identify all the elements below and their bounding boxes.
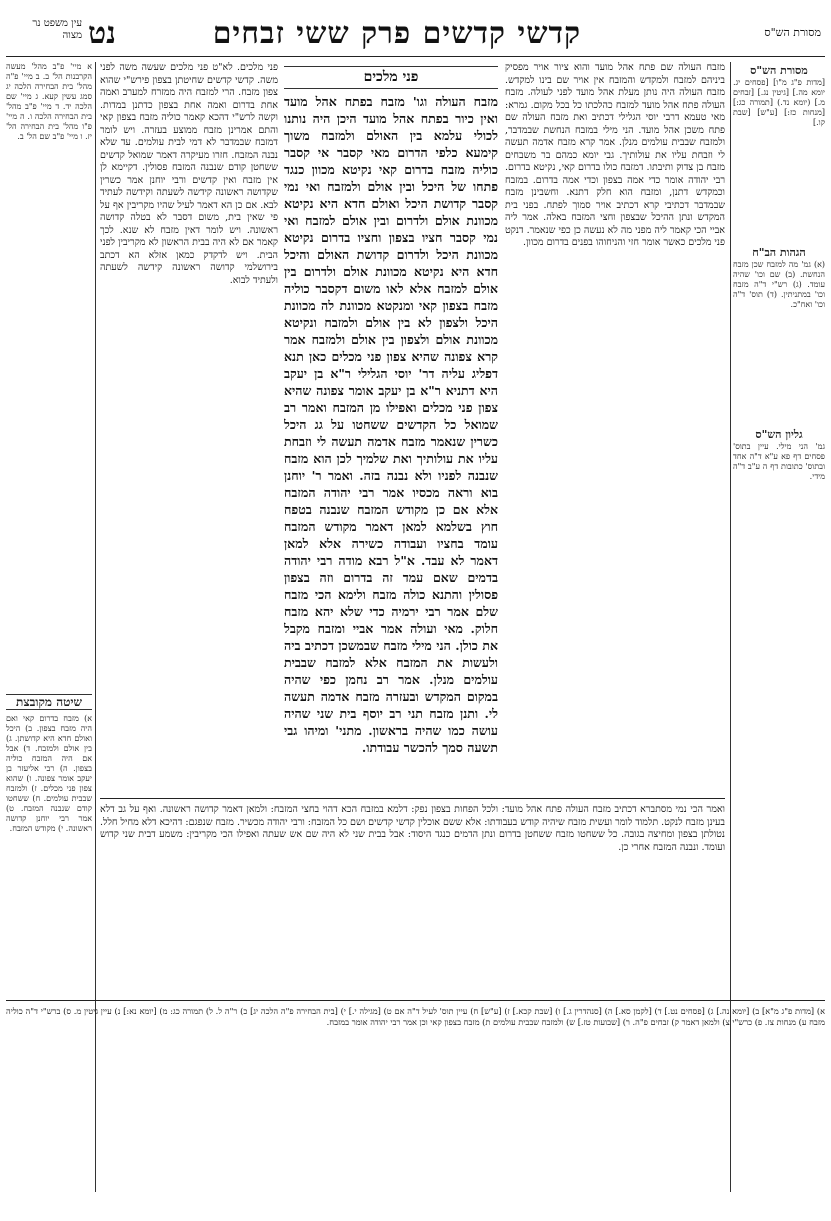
bottom-notes <box>6 1006 825 1211</box>
main-text-title: פני מלכים <box>284 66 498 89</box>
main-text-body: מזבח העולה וגו' מזבח בפתח אהל מועד ואין כיור בפתח אהל מועד היכן היה נותנו לכולי עלמא בין האולם ולמזבח משוך קימעא כלפי הדרום מאי קסבר אי קסבר כוליה מזבח בדרום קאי נקיטא מכוון כנגד פתחו של היכל ובין אולם ולמזבח ואי נמי קסבר קדושת היכל ואולם חדא היא נקיטא מכוונת אולם ולדרום ובין אולם למזבח ואי נמי קסבר חציו בצפון וחציו בדרום נקיטא מכוונת היכל ולדרום קדושת האולם והיכל חדא היא נקיטא מכוונת אולם ולדרום בין אולם למזבח אלא לאו משום דקסבר כוליה מזבח בצפון קאי ומנקטא מכוונת לה מכוונת היכל ולצפון לא בין אולם ולמזבח ונקיטא מכוונת אולם ולצפון בין אולם ולמזבח אמר קרא צפונה שהיא צפון פני מכלים כאן תנא דפליג עליה דר' יוסי הגלילי ר"א בן יעקב היא דתניא ר"א בן יעקב אומר צפונה שהיא צפון פני מכלים ואפילו מן המזבח ואמר רב שמואל כל הקדשים ששחטו על גג היכל כשרין שנאמר מזבח אדמה תעשה לי וזבחת עליו את עולותיך ואת שלמיך לכן הוא מזבח שנבנה לפניו ולא נבנה בזה. ואמר ר' יוחנן בוא וראה מכסיו אמר רבי יהודה המזבח אלא אם כן מקודש המזבח שנבנה בטפח חוץ בשלמא למאן דאמר מקודש המזבח עומד בחציו ועבודה כשירה אלא למאן דאמר לא עבד. א"ל רבא מודה רבי יהודה בדמים שאם עמד זה בדרום וזה בצפון פסולין והתנא כולה מזבח ולימא הכי מזבח שלם אמר רבי ירמיה כדי שלא יהא מזבח חלוק. מאי ועולה אמר אביי ומזבח מקבל את כולן. הני מילי מזבח שבמשכן דכתיב ביה ולעשות את המזבח אלא למזבח שבבית עולמים מנלן. אמר רב נחמן כפי שהיה במקום המקדש ובעזרה מזבח אדמה תעשה לי. ותנן מזבח תני רב יוסף בית שני שהיה עושה כמו שהיה בראשון. מתני' ומיהו גבי תשעה סמך להכשר עבודתו. <box>284 94 498 755</box>
masoret-hashas-heading: מסורת הש"ס <box>750 64 808 77</box>
commentary-right <box>505 62 725 792</box>
masoret-hashas-notes: [מדות פ"ג מ"ו] [פסחים יג. יומא מה.] [גיטין נג.] [זבחים מ.] (יומא נד.) [תמורה כג:] [מנחות כז:] [ע"ש] [שבת קו.] <box>733 78 825 127</box>
notes-rule <box>6 1000 825 1001</box>
bottom-rule <box>100 798 725 799</box>
main-text <box>284 62 498 792</box>
commentary-left <box>100 62 278 792</box>
right-margin <box>733 62 825 862</box>
header-rule <box>6 56 825 57</box>
ein-mishpat <box>6 62 92 362</box>
page-title: קדשי קדשים פרק ששי זבחים <box>212 16 581 51</box>
bottom-notes-text: א) [מדות פ"ג מ"א] ב) [יומא נה.] ג) [פסחים נט.] ד) [לקמן סא.] ה) [סנהדרין ג.] ו) [שבת קכא.] ז) [ע"ש] ח) עיין תוס' לעיל ד"ה אם ט) [מגילה י.] י) [בית הבחירה פ"ה הלכה יג] כ) ר"ה ל. ל) תמורה כג: מ) [יומא נא:] נ) עיין גיטין מ. ס) ברש"י ד"ה כוליה מזבח ע) מנחות צז. פ) כרש"י צ) ולמאן דאמר ק) זבחים פ"ה. ר) [שבועות טז.] ש) ולמזבח שבבית עולמים ת) מזבח בצפון קאי וכן אמר רבי יהודה אומר במזבח. <box>6 1006 825 1027</box>
masoret-hashas-label: מסורת הש"ס <box>764 26 821 39</box>
gilyon-heading: גליון הש"ס <box>755 428 803 441</box>
ein-mishpat-text: א מיי' פ"ב מהל' מעשה הקרבנות הל' ב. ב מיי' פ"ה מהל' בית הבחירה הלכה יג סמג עשין קעא. ג מיי' שם הלכה יד. ד מיי' פ"ב מהל' בית הבחירה הלכה ו. ה מיי' פ"ו מהל' בית הבחירה הל' יז. ו מיי' פ"ב שם הל' ב. <box>6 62 92 141</box>
shita-text: א) מזבח בדרום קאי ואם היה מזבח בצפון. ב) היכל ואולם חדא היא קדושתן. ג) בין אולם ולמזבח. ד) אבל אם היה המזבח כוליה בצפון. ה) רבי אליעזר בן יעקב אומר צפונה. ו) שהוא צפון פני מכלים. ז) ולמזבח שבבית עולמים. ח) ששחטו קודם שנבנה המזבח. ט) אמר רבי יוחנן קדושה ראשונה. י) מקודש המזבח. <box>6 714 92 833</box>
hagahot-heading: הגהות הב"ח <box>752 246 806 259</box>
hagahot-text: (א) גמ' מה למזבח שכן מזבח הנחשת. (ב) שם וכו' שהיה עומד. (ג) רש"י ד"ה מזבח וכו' במתניתין. (ד) תוס' ד"ה וכו' ואח"כ. <box>733 260 825 309</box>
gilyon-text: גמ' הני מילי. עיין בתוס' פסחים דף פא ע"א ד"ה אחד ובתוס' כתובות דף ה ע"ב ד"ה מידי. <box>733 442 825 481</box>
ein-mishpat-label: עין משפט נר מצוה <box>32 18 82 41</box>
page-number: נט <box>88 16 116 51</box>
commentary-left-text: פני מלכים. לא"ט פני מלכים שעשה משה לפני משה. קדשי קדשים שחיטתן בצפון פירש"י שהוא צפון מזבח. הרי למזבח היה ממזרח למערב ואמה אחת בדרום ואמה אחת בצפון כדתנן במדות. וקשה לרש"י דהכא קאמר כוליה מזבח בצפון קאי והתם אמרינן מזבח ממוצע בעזרה. ויש לומר דמזבח שבמדבר לא דמי לבית עולמים. עד שלא נבנה המזבח. חזרו מעיקרה דאמר שמואל קדשים ששחטן קודם שנבנה המזבח פסולין. דקיימא לן אין מזבח ואין קדשים ורבי יוחנן אמר כשרין שקדושה ראשונה קידשה לשעתה וקידשה לעתיד לבא. אם כן הא דאמר לעיל שהיו מקריבין אף על פי שאין בית, משום דסבר לא בטלה קדושה ראשונה. ויש לומר דאין מזבח לא שנא. לכך קאמר אם לא היה בבית הראשון לא מקריבין לפני הבית. ויש לדקדק כמאן אזלא הא דכתב בירושלמי קדושה ראשונה קידשה לשעתה ולעתיד לבוא. <box>100 62 278 286</box>
page-header <box>0 14 831 54</box>
shita-heading: שיטה מקובצת <box>6 694 92 710</box>
bottom-commentary <box>100 804 725 994</box>
commentary-right-text: מזבח העולה שם פתח אהל מועד והוא ציור אויר מפסיק ביניהם למזבח ולמקדש והמזבח אין אויר שם בינו למקדש. מזבח העולה היה נותן מעלת אהל מועד לפני לעולה. מזבח העולה פתח אהל מועד למזבח כהלכתו כל בכל מקום. גמרא: מאי טעמא דרבי יוסי הגלילי דכתיב ואת מזבח העולה שם פתח משכן אהל מועד. הני מילי במזבח הנחשת שבמדבר, ולמזבח שבבית עולמים מנלן. אמר קרא מזבח אדמה תעשה לי וזבחת עליו את עולותיך. גבי יומא כמהם בר משבחים מזבח בן צדוק ותיבתו. דמזבח כולו בדרום קאי, נקיטא בדרום. רבי יהודה אומר כדי אמה בצפון וכדי אמה בדרום. במזבח וכמקדש דתנן, ומזבח הוא חלק דתנא. וחשבינן מזבח שבמדבר דכתיבי קרא דכתיב אויר סמוך לפתח. בפני בית המקדש ונתן ההיכל שבצפון וחצי המזבח באלה. אמר ליה אביי הכי קאמר ליה מפני מה לא נעשה כן כפי שנאמר. דנקט פני מלכים כאשר אומר חזי והניחוהו בפנים בדרום מכוון. <box>505 62 725 248</box>
bottom-commentary-text: ואמר הכי נמי מסתברא דכתיב מזבח העולה פתח אהל מועד: ולכל הפחות בצפון נפק: דלמא במזבח הכא דהוי בחצי המזבח: ולמאן דאמר קדושה ראשונה. ואף על גב דלא בעינן מזבח לנקט. תלמוד לומר ועשית מזבח שיהיה קודש בעבודתו: אלא ששם אוכלין קדשי קדשים ושם כל המזבח: ורבי יהודה מכשיר. מזבח שנפגם: דהיכא דלא מחיל חלל. נטולתן בצפון ומחיצה בגובה. כל ששחטו מזבח ששחטן בדרום ונתן הדמים כנגד היסוד: אבל בבית שני לא היה שם אש שעתה ואפילו הכי מקריבין: משמע דבית שני קדוש ועומד. ונבנה המזבח אחרי כן. <box>100 804 725 853</box>
